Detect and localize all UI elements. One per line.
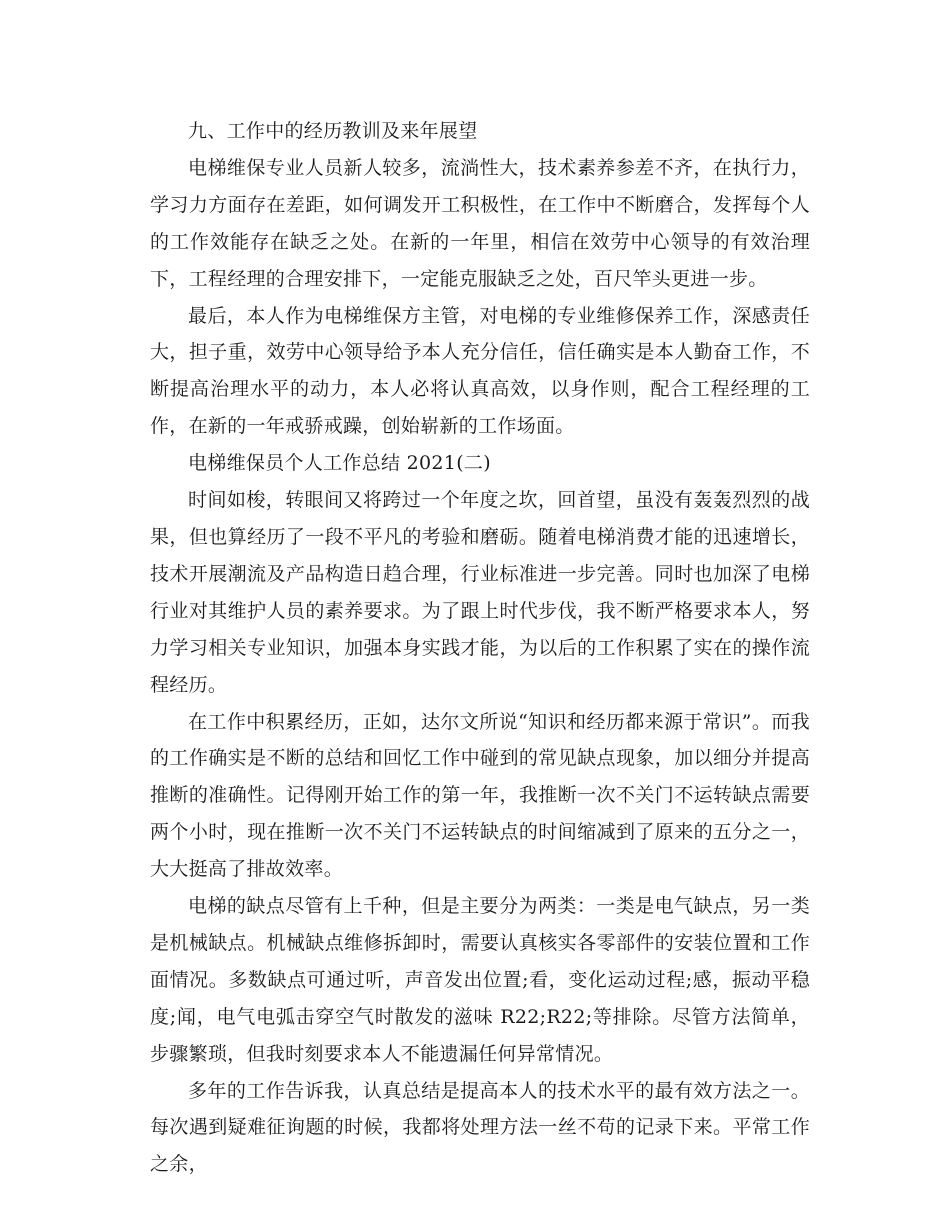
paragraph: 最后，本人作为电梯维保方主管，对电梯的专业维修保养工作，深感责任大，担子重，效劳中心领导给予本人充分信任，信任确实是本人勤奋工作，不断提高治理水平的动力，本人必将认真高效，以身作则，配合工程经理的工作，在新的一年戒骄戒躁，创始崭新的工作场面。 [150,304,810,438]
paragraph: 多年的工作告诉我，认真总结是提高本人的技术水平的最有效方法之一。每次遇到疑难征询题的时候，我都将处理方法一丝不苟的记录下来。平常工作之余， [150,1079,810,1176]
paragraph: 时间如梭，转眼间又将跨过一个年度之坎，回首望，虽没有轰轰烈烈的战果，但也算经历了一段不平凡的考验和磨砺。随着电梯消费才能的迅速增长，技术开展潮流及产品构造日趋合理，行业标准进一步完善。同时也加深了电梯行业对其维护人员的素养要求。为了跟上时代步伐，我不断严格要求本人，努力学习相关专业知识，加强本身实践才能，为以后的工作积累了实在的操作流程经历。 [150,489,810,696]
paragraph: 电梯维保专业人员新人较多，流淌性大，技术素养参差不齐，在执行力，学习力方面存在差距，如何调发开工积极性，在工作中不断磨合，发挥每个人的工作效能存在缺乏之处。在新的一年里，相信在效劳中心领导的有效治理下，工程经理的合理安排下，一定能克服缺乏之处，百尺竿头更进一步。 [150,156,810,290]
paragraph: 在工作中积累经历，正如，达尔文所说“知识和经历都来源于常识”。而我的工作确实是不断的总结和回忆工作中碰到的常见缺点现象，加以细分并提高推断的准确性。记得刚开始工作的第一年，我推断一次不关门不运转缺点需要两个小时，现在推断一次不关门不运转缺点的时间缩减到了原来的五分之一，大大挺高了排故效率。 [150,710,810,881]
document-title: 电梯维保员个人工作总结 2021(二) [188,452,491,475]
document-body [150,113,810,1183]
paragraph: 电梯的缺点尽管有上千种，但是主要分为两类：一类是电气缺点，另一类是机械缺点。机械缺点维修拆卸时，需要认真核实各零部件的安装位置和工作面情况。多数缺点可通过听，声音发出位置;看，变化运动过程;感，振动平稳度;闻，电气电弧击穿空气时散发的滋味 R22;R22;等排除。尽管方法简单，步骤繁琐，但我时刻要求本人不能遗漏任何异常情况。 [150,895,810,1065]
section-heading: 九、工作中的经历教训及来年展望 [188,120,478,142]
